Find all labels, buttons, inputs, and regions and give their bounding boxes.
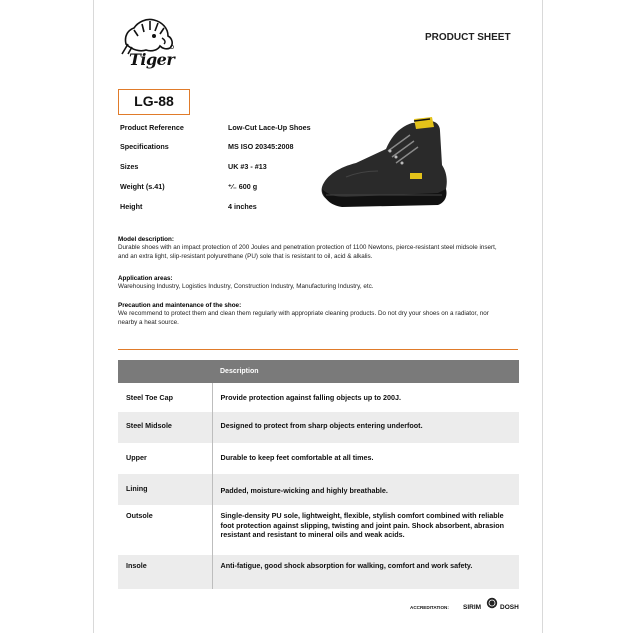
precaution-section: [118, 302, 508, 327]
sirim-seal-icon: [486, 597, 498, 609]
table-row: [118, 555, 519, 589]
spec-value: MS ISO 20345:2008: [228, 142, 294, 151]
safety-shoe-image: [316, 105, 454, 215]
feature-description: Single-density PU sole, lightweight, flexible, stylish comfort combined with reliable foot protection against slipping, twisting and joint pain. Shock absorbent, abrasion resistant and resistant to mineral oils and weak acids.: [212, 505, 519, 555]
feature-description: Anti-fatigue, good shock absorption for walking, comfort and work safety.: [212, 555, 519, 589]
spec-value: UK #3 - #13: [228, 162, 267, 171]
spec-label: Specifications: [120, 142, 169, 151]
section-heading: Precaution and maintenance of the shoe:: [118, 302, 242, 309]
accreditation-label: ACCREDITATION:: [410, 605, 449, 610]
section-heading: Application areas:: [118, 275, 173, 282]
spec-value: 4 inches: [228, 202, 257, 211]
spec-value: ⁺⁄₋ 600 g: [228, 182, 258, 191]
dosh-label: DOSH: [500, 604, 519, 611]
features-table: [118, 360, 519, 589]
feature-description: Designed to protect from sharp objects entering underfoot.: [212, 412, 519, 443]
feature-description: Padded, moisture-wicking and highly breathable.: [212, 474, 519, 505]
brand-name: Tiger: [129, 50, 175, 69]
page-title: PRODUCT SHEET: [425, 32, 511, 43]
spec-label: Weight (s.41): [120, 182, 165, 191]
table-row: [118, 383, 519, 412]
section-text: Durable shoes with an impact protection of 200 Joules and penetration protection of 1100 Newtons, pierce-resistant steel midsole insert, and an extra light, slip-resistant polyurethane (PU) sole that is resistant to oil, acid & alkalis.: [118, 244, 497, 260]
table-row: [118, 412, 519, 443]
spec-label: Sizes: [120, 162, 139, 171]
section-heading: Model description:: [118, 236, 174, 243]
table-row: [118, 505, 519, 555]
spec-value: Low-Cut Lace-Up Shoes: [228, 123, 311, 132]
spec-label: Height: [120, 202, 143, 211]
feature-name: Upper: [118, 443, 212, 474]
section-text: We recommend to protect them and clean them regularly with appropriate cleaning products. Do not dry your shoes on a radiator, nor nearby a heat source.: [118, 310, 489, 326]
table-row: [118, 474, 519, 505]
sirim-label: SIRIM: [463, 604, 482, 611]
table-header-cell: Description: [212, 360, 519, 383]
section-text: Warehousing Industry, Logistics Industry, Construction Industry, Manufacturing Industry, etc.: [118, 283, 374, 291]
table-row: [118, 443, 519, 474]
feature-name: Outsole: [118, 505, 212, 555]
feature-description: Provide protection against falling objects up to 200J.: [212, 383, 519, 412]
feature-name: Lining: [118, 474, 212, 505]
application-areas-section: [118, 275, 508, 292]
feature-name: Steel Midsole: [118, 412, 212, 443]
model-description-section: [118, 236, 508, 261]
feature-description: Durable to keep feet comfortable at all times.: [212, 443, 519, 474]
table-header-cell: [118, 360, 212, 383]
spec-label: Product Reference: [120, 123, 184, 132]
section-divider: [118, 349, 518, 350]
model-number: LG-88: [134, 93, 174, 109]
feature-name: Insole: [118, 555, 212, 589]
feature-name: Steel Toe Cap: [118, 383, 212, 412]
